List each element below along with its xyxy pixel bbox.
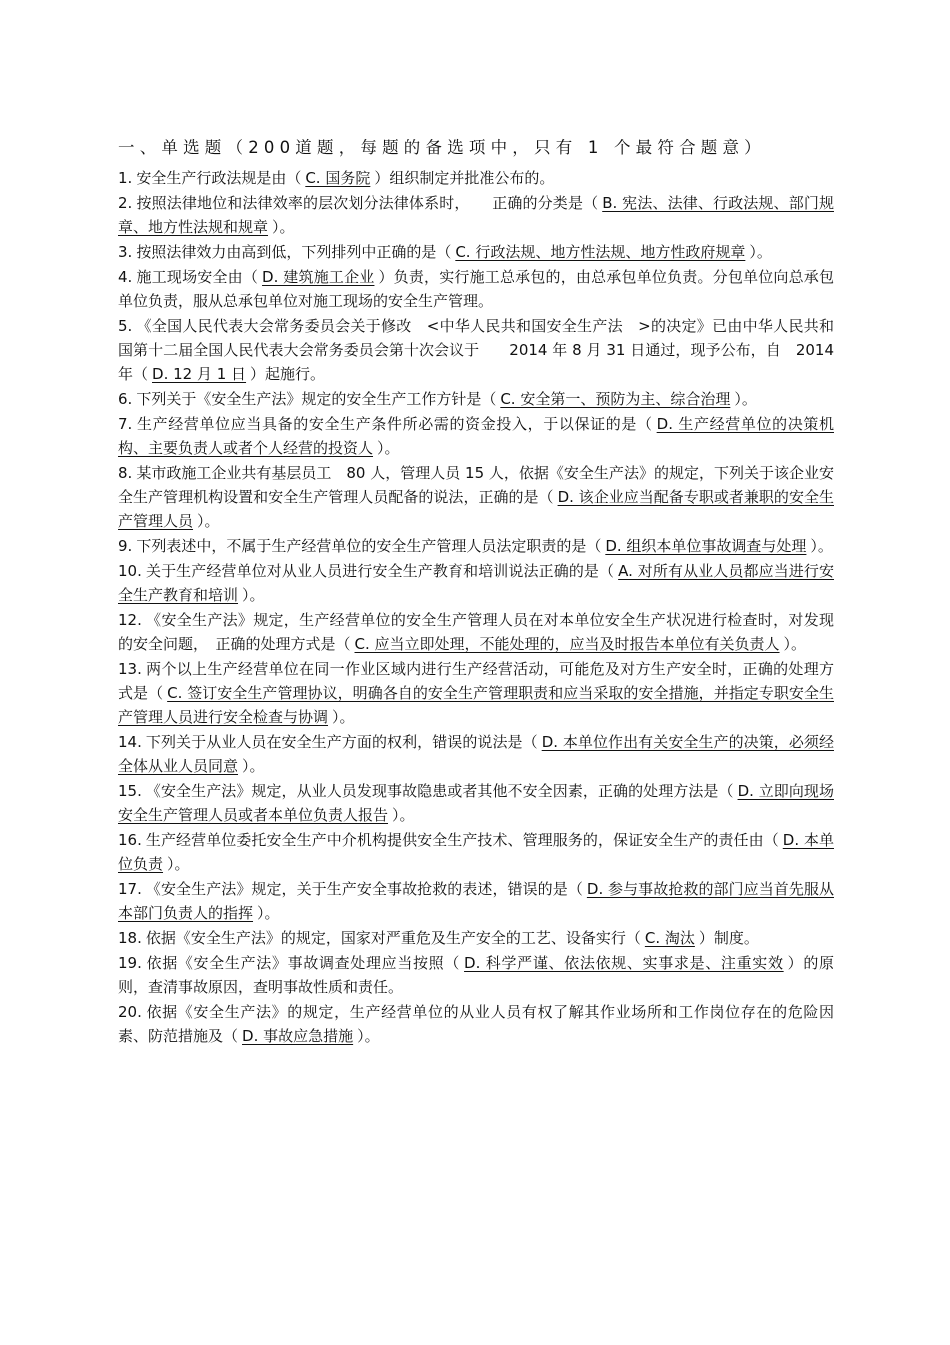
- question-item: [118, 412, 834, 460]
- question-number: 7.: [118, 415, 133, 433]
- answer-text: D. 本单位负责: [118, 831, 834, 873]
- question-text-end: ）。: [377, 439, 400, 457]
- question-number: 12.: [118, 611, 142, 629]
- question-text: 《全国人民代表大会常务委员会关于修改 <中华人民共和国安全生产法 >的决定》已由中华人民共和国第十二届全国人民代表大会常务委员会第十次会议于 2014 年 8 月 31 日通过，现予公布，自 2014 年（: [118, 317, 834, 383]
- question-item: [118, 951, 834, 999]
- question-text: 某市政施工企业共有基层员工 80 人，管理人员 15 人，依据《安全生产法》的规定，下列关于该企业安全生产管理机构设置和安全生产管理人员配备的说法，正确的是（: [118, 464, 834, 506]
- question-text: 关于生产经营单位对从业人员进行安全生产教育和培训说法正确的是（: [145, 562, 615, 580]
- question-text: 按照法律效力由高到低，下列排列中正确的是（: [136, 243, 452, 261]
- question-number: 4.: [118, 268, 133, 286]
- question-number: 19.: [118, 954, 142, 972]
- question-text-end: ）负责，实行施工总承包的，由总承包单位负责。分包单位向总承包单位负责，服从总承包单位对施工现场的安全生产管理。: [118, 268, 834, 310]
- question-item: [118, 608, 834, 656]
- answer-text: D. 本单位作出有关安全生产的决策，必须经全体从业人员同意: [118, 733, 834, 775]
- question-text-end: ）。: [783, 635, 807, 653]
- answer-text: A. 对所有从业人员都应当进行安全生产教育和培训: [118, 562, 834, 604]
- answer-text: D. 建筑施工企业: [262, 268, 375, 286]
- question-text: 《安全生产法》规定，从业人员发现事故隐患或者其他不安全因素，正确的处理方法是（: [145, 782, 734, 800]
- question-text-end: ）。: [734, 390, 757, 408]
- question-number: 15.: [118, 782, 142, 800]
- question-text-end: ）。: [242, 586, 265, 604]
- answer-text: B. 宪法、法律、行政法规、部门规章、地方性法规和规章: [118, 194, 834, 236]
- question-item: [118, 166, 834, 190]
- question-text-end: ）。: [392, 806, 415, 824]
- question-text: 施工现场安全由（: [136, 268, 259, 286]
- question-text-end: ）。: [167, 855, 190, 873]
- question-text: 下列关于从业人员在安全生产方面的权利，错误的说法是（: [145, 733, 538, 751]
- question-text-end: ）起施行。: [250, 365, 326, 383]
- question-text: 依据《安全生产法》事故调查处理应当按照（: [145, 954, 461, 972]
- section-heading: 一、单选题（200道题，每题的备选项中，只有 1 个最符合题意）: [118, 138, 766, 157]
- question-text: 安全生产行政法规是由（: [136, 169, 302, 187]
- answer-text: C. 行政法规、地方性法规、地方性政府规章: [455, 243, 746, 261]
- answer-text: C. 国务院: [305, 169, 371, 187]
- answer-text: D. 科学严谨、依法依规、实事求是、注重实效: [464, 954, 784, 972]
- question-item: [118, 191, 834, 239]
- answer-text: D. 生产经营单位的决策机构、主要负责人或者个人经营的投资人: [118, 415, 834, 457]
- question-number: 10.: [118, 562, 142, 580]
- answer-text: C. 淘汰: [644, 929, 695, 947]
- question-item: [118, 779, 834, 827]
- question-number: 1.: [118, 169, 133, 187]
- answer-text: D. 12 月 1 日: [152, 365, 247, 383]
- question-text: 依据《安全生产法》的规定，生产经营单位的从业人员有权了解其作业场所和工作岗位存在的危险因素、防范措施及（: [118, 1003, 834, 1045]
- question-number: 2.: [118, 194, 133, 212]
- question-text: 两个以上生产经营单位在同一作业区域内进行生产经营活动，可能危及对方生产安全时，正确的处理方式是（: [118, 660, 834, 702]
- question-number: 18.: [118, 929, 142, 947]
- question-text-end: ）。: [257, 904, 280, 922]
- question-text: 生产经营单位应当具备的安全生产条件所必需的资金投入，于以保证的是（: [136, 415, 653, 433]
- question-text-end: ）。: [810, 537, 833, 555]
- question-number: 6.: [118, 390, 133, 408]
- answer-text: D. 组织本单位事故调查与处理: [605, 537, 807, 555]
- question-item: [118, 559, 834, 607]
- answer-text: D. 参与事故抢救的部门应当首先服从本部门负责人的指挥: [118, 880, 834, 922]
- document-page: [118, 136, 834, 1049]
- question-item: [118, 314, 834, 386]
- question-list: [118, 166, 834, 1048]
- question-text: 按照法律地位和法律效率的层次划分法律体系时， 正确的分类是（: [136, 194, 599, 212]
- answer-text: D. 事故应急措施: [242, 1027, 354, 1045]
- question-text-end: ）。: [357, 1027, 380, 1045]
- question-item: [118, 387, 834, 411]
- question-item: [118, 657, 834, 729]
- question-text: 依据《安全生产法》的规定，国家对严重危及生产安全的工艺、设备实行（: [145, 929, 641, 947]
- question-item: [118, 926, 834, 950]
- question-item: [118, 877, 834, 925]
- question-text: 《安全生产法》规定，生产经营单位的安全生产管理人员在对本单位安全生产状况进行检查时，对发现的安全问题， 正确的处理方式是（: [118, 611, 834, 653]
- answer-text: D. 立即向现场安全生产管理人员或者本单位负责人报告: [118, 782, 834, 824]
- question-item: [118, 730, 834, 778]
- question-text-end: ）的原则，查清事故原因，查明事故性质和责任。: [118, 954, 834, 996]
- question-text: 下列表述中，不属于生产经营单位的安全生产管理人员法定职责的是（: [136, 537, 602, 555]
- question-number: 14.: [118, 733, 142, 751]
- question-item: [118, 240, 834, 264]
- answer-text: D. 该企业应当配备专职或者兼职的安全生产管理人员: [118, 488, 834, 530]
- question-number: 16.: [118, 831, 142, 849]
- question-text-end: ）。: [332, 708, 355, 726]
- question-number: 5.: [118, 317, 133, 335]
- question-text: 生产经营单位委托安全生产中介机构提供安全生产技术、管理服务的，保证安全生产的责任由（: [145, 831, 779, 849]
- question-number: 9.: [118, 537, 133, 555]
- question-number: 8.: [118, 464, 133, 482]
- question-item: [118, 534, 834, 558]
- question-text-end: ）。: [272, 218, 295, 236]
- question-item: [118, 828, 834, 876]
- question-number: 3.: [118, 243, 133, 261]
- question-number: 13.: [118, 660, 142, 678]
- question-text-end: ）。: [749, 243, 772, 261]
- question-number: 20.: [118, 1003, 142, 1021]
- question-number: 17.: [118, 880, 142, 898]
- question-item: [118, 265, 834, 313]
- answer-text: C. 应当立即处理，不能处理的，应当及时报告本单位有关负责人: [354, 635, 780, 653]
- question-item: [118, 1000, 834, 1048]
- question-text-end: ）组织制定并批准公布的。: [374, 169, 555, 187]
- question-text-end: ）。: [242, 757, 265, 775]
- question-text: 《安全生产法》规定，关于生产安全事故抢救的表述，错误的是（: [145, 880, 583, 898]
- question-text-end: ）制度。: [698, 929, 759, 947]
- question-text: 下列关于《安全生产法》规定的安全生产工作方针是（: [136, 390, 497, 408]
- answer-text: C. 签订安全生产管理协议，明确各自的安全生产管理职责和应当采取的安全措施，并指定专职安全生产管理人员进行安全检查与协调: [118, 684, 834, 726]
- question-item: [118, 461, 834, 533]
- answer-text: C. 安全第一、预防为主、综合治理: [500, 390, 731, 408]
- question-text-end: ）。: [197, 512, 220, 530]
